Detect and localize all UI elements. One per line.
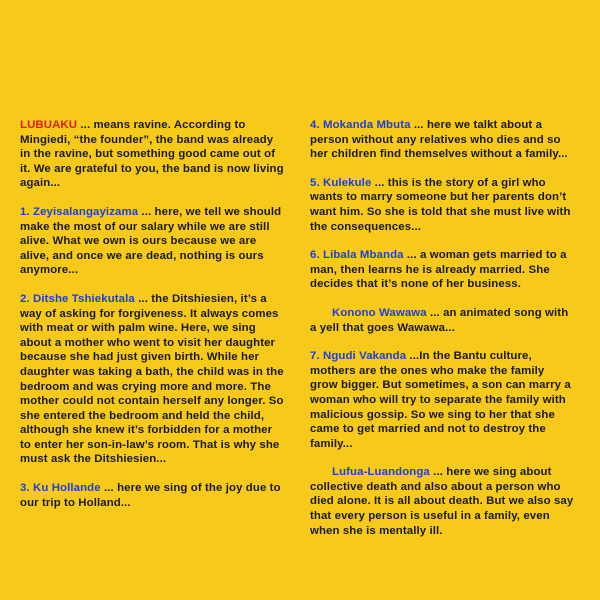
entry-heading: 3. Ku Hollande	[20, 482, 101, 495]
entry-lubuaku	[20, 118, 284, 191]
entry-body: ... here we talkt about a person without any relatives who dies and so her children find themselves without a family...	[310, 119, 568, 161]
entry-lufua-luandonga	[310, 465, 574, 538]
entry-heading: LUBUAKU	[20, 119, 78, 131]
entry-body: ... means ravine. According to Mingiedi, “the founder”, the band was already in the ravine, but something good came out of it. We are grateful to you, the band is now living again...	[20, 119, 284, 190]
entry-heading: 5. Kulekule	[310, 176, 372, 189]
entry-body: ... here we sing of the joy due to our trip to Holland...	[20, 482, 281, 509]
entry-heading: 7. Ngudi Vakanda	[310, 350, 407, 363]
entry-mokanda-mbuta	[310, 118, 574, 162]
entry-body: ... an animated song with a yell that goes Wawawa...	[310, 306, 569, 334]
entry-body: ... here we sing about collective death and also about a person who died alone. It is all about death. But we also say that every person is useful in a family, even when she is mentally ill.	[310, 466, 574, 537]
entry-heading: 1. Zeyisalangayizama	[20, 205, 139, 218]
right-column	[310, 118, 574, 538]
entry-body: ... a woman gets married to a man, then learns he is already married. She decides that it’s none of her business.	[310, 249, 567, 291]
entry-heading: 2. Ditshe Tshiekutala	[20, 292, 135, 305]
entry-ditshe-tshiekutala	[20, 292, 284, 467]
entry-body: ...In the Bantu culture, mothers are the ones who make the family grow bigger. But sometimes, a son can marry a woman who will try to separate the family with malicious gossip. So we sing to her that she came to get married and not to destroy the family...	[310, 350, 571, 450]
entry-libala-mbanda	[310, 248, 574, 292]
entry-heading: 6. Libala Mbanda	[310, 249, 404, 262]
entry-body: ... here, we tell we should make the most of our salary while we are still alive. What we own is ours because we are alive, and once we are dead, nothing is ours anymore...	[20, 205, 282, 277]
entry-heading: Konono Wawawa	[332, 306, 427, 319]
entry-body: ... the Ditshiesien, it’s a way of asking for forgiveness. It always comes with meat or with palm wine. Here, we sing about a mother who went to visit her daughter because she had just given birth. While her daughter was taking a bath, the child was in the bedroom and was crying more and more. The mother could not contain herself any longer. So she entered the bedroom and held the child, although she knew it’s forbidden for a mother to enter her son-in-law’s room. That is why she must ask the Ditshiesien...	[20, 292, 284, 466]
entry-heading: Lufua-Luandonga	[332, 466, 430, 479]
entry-ku-hollande	[20, 481, 284, 510]
left-column	[20, 118, 284, 510]
entry-kulekule	[310, 176, 574, 234]
text-columns	[20, 118, 574, 538]
entry-zeyisalangayizama	[20, 205, 284, 278]
entry-body: ... this is the story of a girl who wants to marry someone but her parents don’t want him. So she is told that she must live with the consequences...	[310, 176, 571, 233]
entry-konono-wawawa	[310, 306, 574, 335]
entry-ngudi-vakanda	[310, 349, 574, 451]
entry-heading: 4. Mokanda Mbuta	[310, 119, 411, 131]
